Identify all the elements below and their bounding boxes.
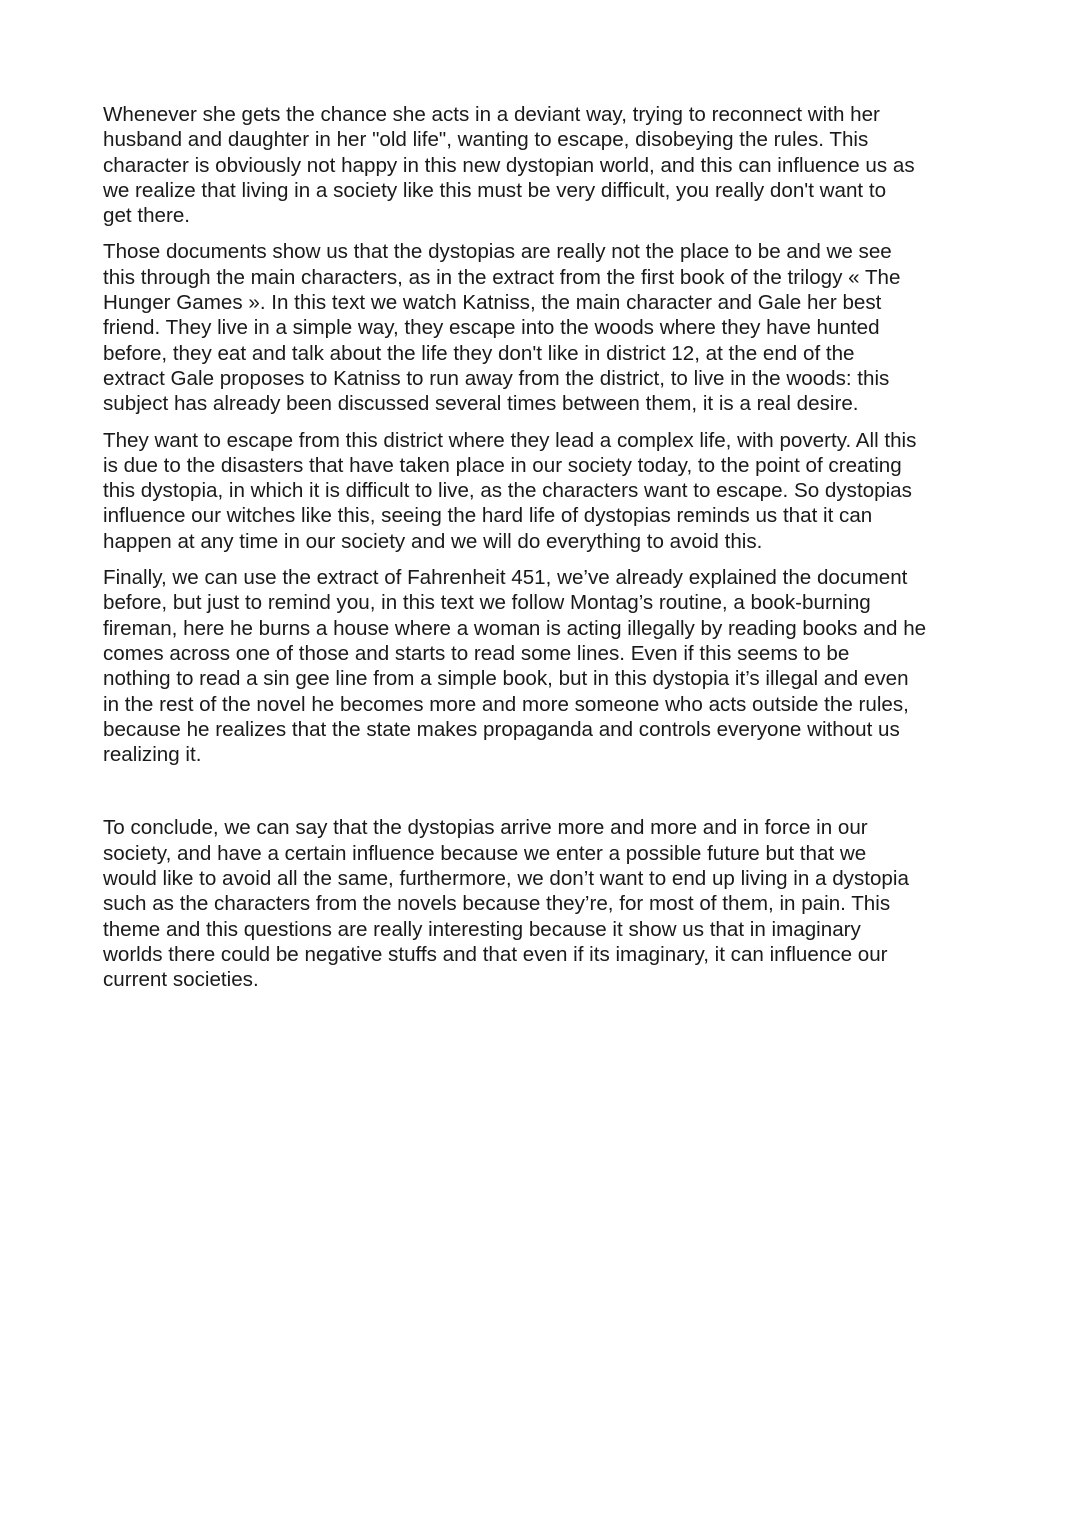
paragraph-escape-district: They want to escape from this district where they lead a complex life, with poverty. All this is due to the disasters that have taken place in our society today, to the point of creating this dystopia, in which it is difficult to live, as the characters want to escape. So dystopias influence our witches like this, seeing the hard life of dystopias reminds us that it can happen at any time in our society and we will do everything to avoid this. <box>103 428 917 553</box>
paragraph-deviant-character: Whenever she gets the chance she acts in a deviant way, trying to reconnect with her husband and daughter in her "old life", wanting to escape, disobeying the rules. This character is obviously not happy in this new dystopian world, and this can influence us as we realize that living in a society like this must be very difficult, you really don't want to get there. <box>103 103 915 228</box>
paragraph-hunger-games: Those documents show us that the dystopias are really not the place to be and we see this through the main characters, as in the extract from the first book of the trilogy « The Hunger Games ». In this text we watch Katniss, the main character and Gale her best friend. They live in a simple way, they escape into the woods where they have hunted before, they eat and talk about the life they don't like in district 12, at the end of the extract Gale proposes to Katniss to run away from the district, to live in the woods: this subject has already been discussed several times between them, it is a real desire. <box>103 240 901 416</box>
paragraph-fahrenheit-451: Finally, we can use the extract of Fahrenheit 451, we’ve already explained the document before, but just to remind you, in this text we follow Montag’s routine, a book-burning fireman, here he burns a house where a woman is acting illegally by reading books and he comes across one of those and starts to read some lines. Even if this seems to be nothing to read a sin gee line from a simple book, but in this dystopia it’s illegal and even in the rest of the novel he becomes more and more someone who acts outside the rules, because he realizes that the state makes propaganda and controls everyone without us realizing it. <box>103 566 927 767</box>
document-body <box>103 102 983 993</box>
paragraph-conclusion: To conclude, we can say that the dystopias arrive more and more and in force in our society, and have a certain influence because we enter a possible future but that we would like to avoid all the same, furthermore, we don’t want to end up living in a dystopia such as the characters from the novels because they’re, for most of them, in pain. This theme and this questions are really interesting because it show us that in imaginary worlds there could be negative stuffs and that even if its imaginary, it can influence our current societies. <box>103 816 909 992</box>
